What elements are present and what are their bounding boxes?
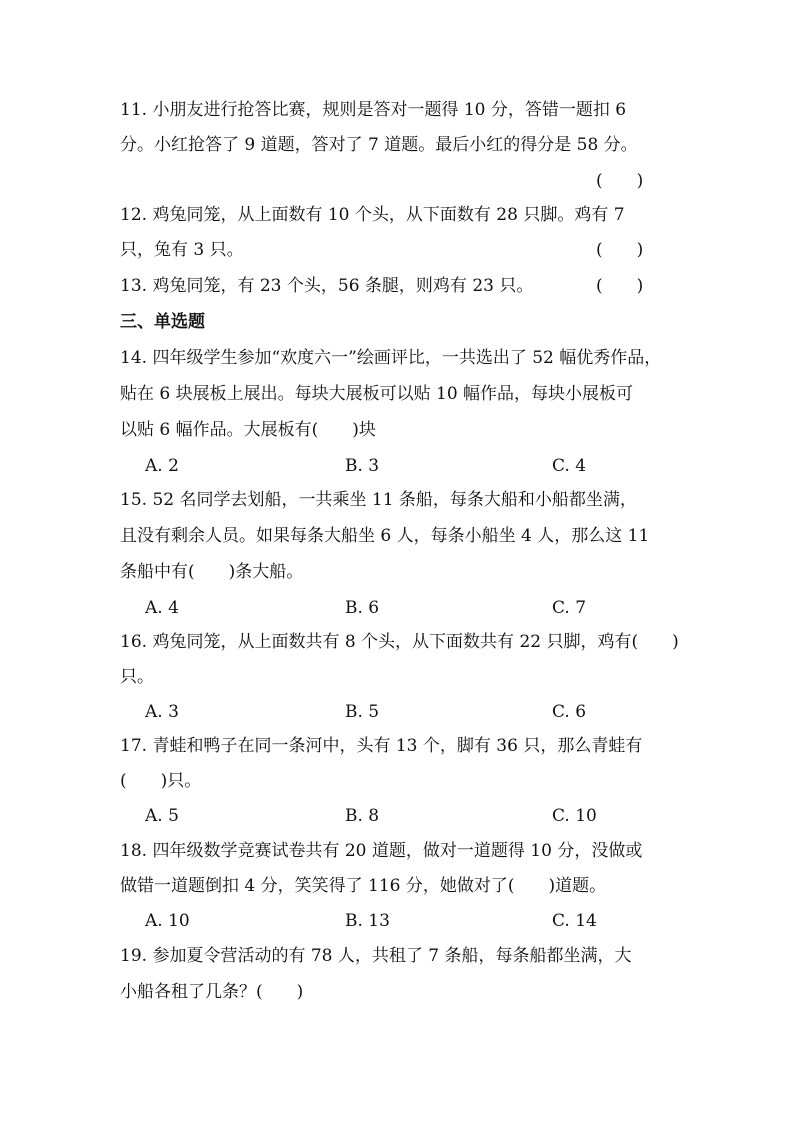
question-12-answer-blank: ( ) (596, 240, 644, 260)
question-19-line-2: 小船各租了几条？( ) (120, 982, 304, 1002)
question-18-option-b: B. 13 (345, 911, 390, 931)
question-17-option-c: C. 10 (552, 806, 597, 826)
section-title: 三、单选题 (120, 312, 205, 332)
question-15-line-1: 15. 52 名同学去划船，一共乘坐 11 条船，每条大船和小船都坐满， (120, 490, 637, 510)
question-13-line-1: 13. 鸡兔同笼，有 23 个头，56 条腿，则鸡有 23 只。 (120, 276, 534, 296)
question-16-line-1: 16. 鸡兔同笼，从上面数共有 8 个头，从下面数共有 22 只脚，鸡有( ) (120, 632, 679, 652)
question-15-option-c: C. 7 (552, 598, 587, 618)
question-19-line-1: 19. 参加夏令营活动的有 78 人，共租了 7 条船，每条船都坐满，大 (120, 946, 632, 966)
question-11-line-1: 11. 小朋友进行抢答比赛，规则是答对一题得 10 分，答错一题扣 6 (120, 100, 627, 120)
question-17-line-1: 17. 青蛙和鸭子在同一条河中，头有 13 个，脚有 36 只，那么青蛙有 (120, 736, 643, 756)
question-16-line-2: 只。 (120, 667, 154, 687)
question-18-option-a: A. 10 (145, 911, 190, 931)
question-15-line-3: 条船中有( )条大船。 (120, 562, 304, 582)
question-14-option-b: B. 3 (345, 456, 380, 476)
question-12-line-2: 只，兔有 3 只。 (120, 240, 244, 260)
question-16-option-b: B. 5 (345, 702, 380, 722)
question-11-answer-blank: ( ) (596, 171, 644, 191)
question-11-line-2: 分。小红抢答了 9 道题，答对了 7 道题。最后小红的得分是 58 分。 (120, 135, 638, 155)
question-17-option-a: A. 5 (145, 806, 179, 826)
question-14-line-2: 贴在 6 块展板上展出。每块大展板可以贴 10 幅作品，每块小展板可 (120, 384, 634, 404)
question-15-option-a: A. 4 (145, 598, 179, 618)
question-16-option-a: A. 3 (145, 702, 179, 722)
question-14-option-c: C. 4 (552, 456, 587, 476)
question-14-line-3: 以贴 6 幅作品。大展板有( )块 (120, 420, 376, 440)
question-14-option-a: A. 2 (145, 456, 179, 476)
question-16-option-c: C. 6 (552, 702, 587, 722)
question-14-line-1: 14. 四年级学生参加“欢度六一”绘画评比，一共选出了 52 幅优秀作品， (120, 348, 662, 368)
question-18-line-2: 做错一道题倒扣 4 分，笑笑得了 116 分，她做对了( )道题。 (120, 876, 607, 896)
question-15-line-2: 且没有剩余人员。如果每条大船坐 6 人，每条小船坐 4 人，那么这 11 (120, 526, 650, 546)
question-18-option-c: C. 14 (552, 911, 597, 931)
question-17-line-2: ( )只。 (120, 771, 202, 791)
question-12-line-1: 12. 鸡兔同笼，从上面数有 10 个头，从下面数有 28 只脚。鸡有 7 (120, 205, 625, 225)
question-17-option-b: B. 8 (345, 806, 380, 826)
question-15-option-b: B. 6 (345, 598, 380, 618)
question-13-answer-blank: ( ) (596, 276, 644, 296)
question-18-line-1: 18. 四年级数学竞赛试卷共有 20 道题，做对一道题得 10 分，没做或 (120, 841, 643, 861)
